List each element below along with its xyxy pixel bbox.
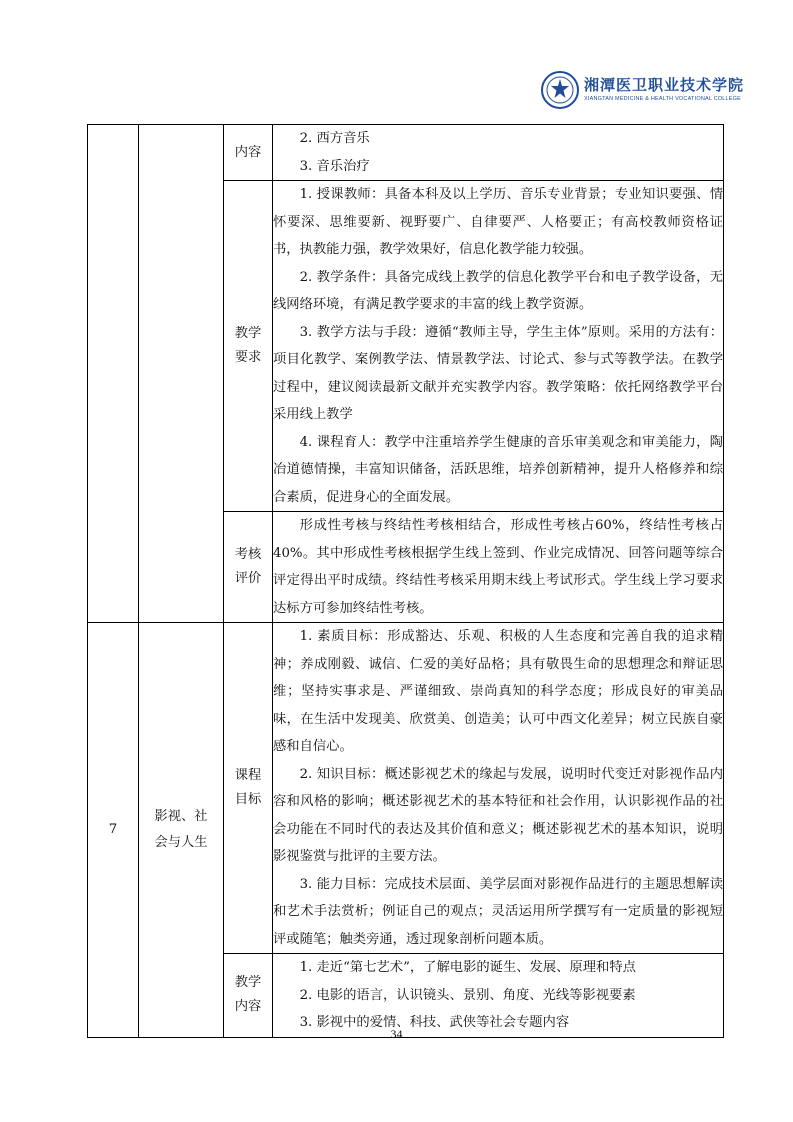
paragraph: 1. 授课教师：具备本科及以上学历、音乐专业背景；专业知识要强、情怀要深、思维要新、视野要广、自律要严、人格要正；有高校教师资格证书，执教能力强，教学效果好，信息化教学能力较强。 [273, 187, 723, 257]
list-item: 3. 音乐治疗 [299, 158, 370, 174]
list-item: 2. 西方音乐 [299, 131, 370, 146]
paragraph: 3. 教学方法与手段：遵循“教师主导，学生主体”原则。采用的方法有：项目化教学、案例教学法、情景教学法、讨论式、参与式等教学法。在教学过程中，建议阅读最新文献并充实教学内容。教学策略：依托网络教学平台采用线上教学 [273, 324, 723, 422]
label-text: 内容 [234, 144, 262, 160]
paragraph: 1. 素质目标：形成豁达、乐观、积极的人生态度和完善自我的追求精神；养成刚毅、诚信、仁爱的美好品格；具有敬畏生命的思想理念和辩证思维；坚持实事求是、严谨细致、崇尚真知的科学态度；形成良好的审美品味，在生活中发现美、欣赏美、创造美；认可中西文化差异；树立民族自豪感和自信心。 [273, 629, 723, 754]
list-item: 2. 电影的语言，认识镜头、景别、角度、光线等影视要素 [299, 987, 636, 1003]
list-item: 3. 影视中的爱情、科技、武侠等社会专题内容 [299, 1015, 570, 1030]
logo-english-name: XIANGTAN MEDICINE & HEALTH VOCATIONAL COLLEGE [584, 96, 742, 102]
college-emblem-icon [540, 70, 580, 110]
label-cell [224, 512, 273, 623]
paragraph: 2. 教学条件：具备完成线上教学的信息化教学平台和电子教学设备，无线网络环境，有满足教学要求的丰富的线上教学资源。 [273, 269, 723, 312]
content-cell [273, 181, 724, 512]
label-text: 考核评价 [234, 547, 262, 586]
paragraph: 2. 知识目标：概述影视艺术的缘起与发展，说明时代变迁对影视作品内容和风格的影响；概述影视艺术的基本特征和社会作用，认识影视作品的社会功能在不同时代的表达及其价值和意义；概述影视艺术的基本知识，说明影视鉴赏与批评的主要方法。 [273, 766, 723, 864]
content-cell [273, 512, 724, 623]
label-cell [224, 954, 273, 1038]
paragraph: 形成性考核与终结性考核相结合，形成性考核占60%，终结性考核占40%。其中形成性考核根据学生线上签到、作业完成情况、回答问题等综合评定得出平时成绩。终结性考核采用期末线上考试形式。学生线上学习要求达标方可参加终结性考核。 [273, 518, 723, 616]
label-cell [224, 623, 273, 954]
label-cell [224, 125, 273, 181]
row-course-objectives [88, 623, 724, 954]
logo-chinese-name: 湘潭医卫职业技术学院 [584, 76, 745, 94]
course-name-cell-continued [139, 125, 224, 623]
list-item: 1. 走近“第七艺术”，了解电影的诞生、发展、原理和特点 [299, 960, 636, 975]
content-cell [273, 125, 724, 181]
course-number-cell [88, 623, 139, 1038]
label-text: 教学内容 [234, 975, 262, 1015]
course-table [87, 124, 724, 1038]
label-text: 课程目标 [234, 768, 262, 807]
label-cell [224, 181, 273, 512]
page-number: 34 [390, 1027, 403, 1041]
number-cell-continued [88, 125, 139, 623]
course-name: 影视、社会与人生 [154, 808, 208, 850]
college-logo [540, 70, 745, 110]
paragraph: 3. 能力目标：完成技术层面、美学层面对影视作品进行的主题思想解读和艺术手法赏析；例证自己的观点；灵活运用所学撰写有一定质量的影视短评或随笔；触类旁通，透过现象剖析问题本质。 [273, 876, 723, 947]
content-cell [273, 623, 724, 954]
label-text: 教学要求 [234, 326, 262, 365]
course-name-cell [139, 623, 224, 1038]
content-cell [273, 954, 724, 1038]
paragraph: 4. 课程育人：教学中注重培养学生健康的音乐审美观念和审美能力，陶冶道德情操，丰富知识储备，活跃思维，培养创新精神，提升人格修养和综合素质，促进身心的全面发展。 [273, 434, 723, 505]
course-number: 7 [108, 822, 118, 838]
row-content-music [88, 125, 724, 181]
